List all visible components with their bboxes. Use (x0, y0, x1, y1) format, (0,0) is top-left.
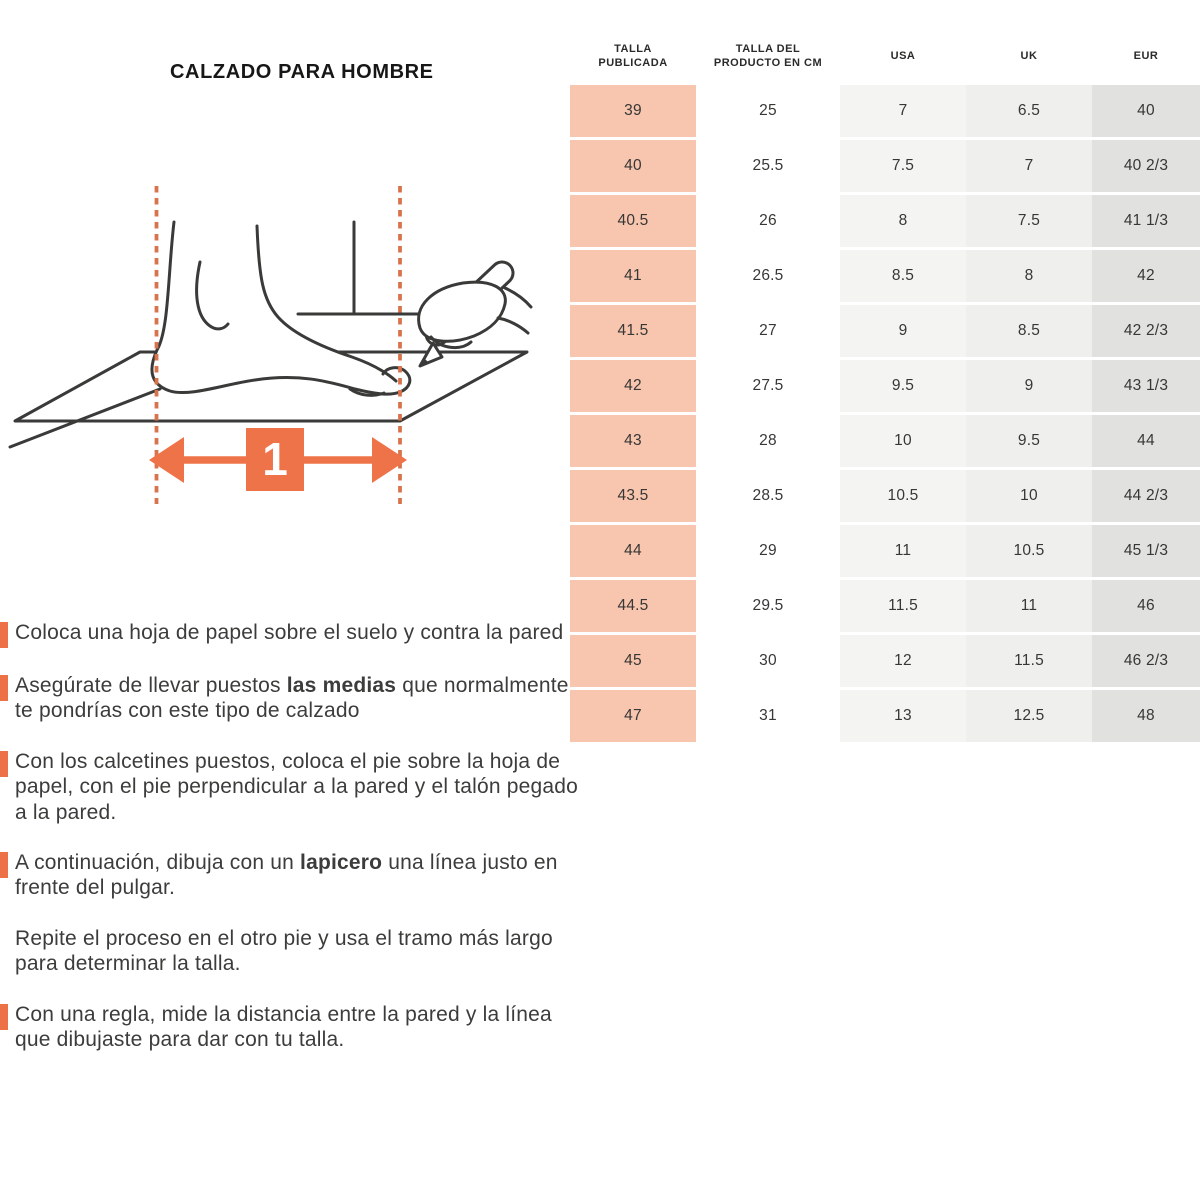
bullet-bar (0, 1004, 8, 1030)
instruction-text-bold: las medias (286, 674, 397, 697)
bullet-bar (0, 622, 8, 648)
size-cell: 45 (570, 635, 696, 687)
instruction-text-part: A continuación, dibuja con un (15, 851, 301, 875)
size-cell: 43 (570, 415, 696, 467)
bullet-bar (0, 675, 8, 701)
size-cell: 30 (696, 635, 840, 687)
arrowhead-left (149, 437, 184, 483)
size-cell: 40 (1092, 85, 1200, 137)
page-title: CALZADO PARA HOMBRE (170, 61, 434, 84)
size-cell: 45 1/3 (1092, 525, 1200, 577)
table-row (570, 140, 1200, 192)
instruction-text (15, 749, 592, 825)
wall-drawing (298, 222, 421, 314)
table-row (570, 690, 1200, 742)
instruction-text (15, 926, 592, 977)
size-cell: 41.5 (570, 305, 696, 357)
size-cell: 10.5 (966, 525, 1092, 577)
instruction-text-part: una línea justo en frente del pulgar. (15, 851, 558, 900)
instruction-item (0, 926, 592, 977)
instruction-text-part: Repite el proceso en el otro pie y usa el tramo más largo para determinar la talla. (15, 926, 553, 976)
size-cell: 25.5 (696, 140, 840, 192)
column-header-line: TALLA DEL (735, 43, 801, 55)
size-cell: 41 1/3 (1092, 195, 1200, 247)
size-cell: 26.5 (696, 250, 840, 302)
size-cell: 44.5 (570, 580, 696, 632)
table-row (570, 635, 1200, 687)
step-number: 1 (262, 433, 288, 485)
size-cell: 43 1/3 (1092, 360, 1200, 412)
column-header (570, 30, 696, 82)
size-conversion-table (570, 27, 1200, 745)
column-header-line: USA (890, 50, 916, 62)
instruction-text-part: Asegúrate de llevar puestos (15, 674, 287, 697)
instruction-text-part: Coloca una hoja de papel sobre el suelo y contra la pared (15, 621, 564, 644)
size-cell: 12.5 (966, 690, 1092, 742)
column-header-line: PUBLICADA (598, 57, 668, 69)
size-cell: 27 (696, 305, 840, 357)
size-cell: 46 (1092, 580, 1200, 632)
size-cell: 11.5 (966, 635, 1092, 687)
size-cell: 8.5 (966, 305, 1092, 357)
size-cell: 9.5 (840, 360, 966, 412)
foot-measurement-illustration (0, 180, 560, 520)
size-cell: 8 (966, 250, 1092, 302)
size-cell: 11 (840, 525, 966, 577)
size-cell: 11.5 (840, 580, 966, 632)
column-header (1092, 30, 1200, 82)
size-cell: 8.5 (840, 250, 966, 302)
size-cell: 31 (696, 690, 840, 742)
table-header-row (570, 30, 1200, 82)
size-table-body (570, 85, 1200, 742)
size-cell: 29 (696, 525, 840, 577)
size-cell: 6.5 (966, 85, 1092, 137)
instruction-item (0, 850, 592, 901)
size-cell: 9 (966, 360, 1092, 412)
size-cell: 26 (696, 195, 840, 247)
bullet-bar (0, 751, 8, 777)
instruction-item (0, 749, 592, 825)
size-cell: 25 (696, 85, 840, 137)
table-row (570, 360, 1200, 412)
bullet-bar (0, 852, 8, 878)
size-cell: 42 (570, 360, 696, 412)
column-header-line: TALLA (614, 43, 652, 55)
instruction-text-bold: lapicero (300, 851, 383, 875)
size-cell: 42 (1092, 250, 1200, 302)
table-row (570, 305, 1200, 357)
column-header-line: PRODUCTO EN CM (713, 57, 823, 69)
instruction-text (15, 850, 592, 901)
size-cell: 43.5 (570, 470, 696, 522)
foot-drawing (152, 222, 410, 395)
size-cell: 13 (840, 690, 966, 742)
size-cell: 10.5 (840, 470, 966, 522)
table-row (570, 85, 1200, 137)
instruction-text-part: Con una regla, mide la distancia entre la pared y la línea que dibujaste para dar con tu talla. (15, 1002, 552, 1052)
size-cell: 46 2/3 (1092, 635, 1200, 687)
size-cell: 44 (570, 525, 696, 577)
table-row (570, 250, 1200, 302)
table-row (570, 195, 1200, 247)
size-cell: 29.5 (696, 580, 840, 632)
instruction-item (0, 673, 592, 724)
size-cell: 27.5 (696, 360, 840, 412)
column-header-line: EUR (1133, 50, 1159, 62)
column-header (696, 30, 840, 82)
size-cell: 28 (696, 415, 840, 467)
instruction-text (15, 620, 563, 648)
table-row (570, 580, 1200, 632)
instructions-list (0, 620, 592, 1077)
size-cell: 7 (840, 85, 966, 137)
size-cell: 7 (966, 140, 1092, 192)
size-cell: 10 (966, 470, 1092, 522)
size-cell: 11 (966, 580, 1092, 632)
size-cell: 7.5 (840, 140, 966, 192)
column-header-line: UK (1020, 50, 1038, 62)
size-cell: 40.5 (570, 195, 696, 247)
size-cell: 28.5 (696, 470, 840, 522)
column-header (840, 30, 966, 82)
size-cell: 8 (840, 195, 966, 247)
table-row (570, 470, 1200, 522)
size-cell: 42 2/3 (1092, 305, 1200, 357)
instruction-text-part: que normalmente te pondrías con este tipo de calzado (15, 674, 569, 723)
column-header (966, 30, 1092, 82)
instruction-text (15, 673, 592, 724)
size-cell: 10 (840, 415, 966, 467)
size-cell: 9.5 (966, 415, 1092, 467)
size-cell: 9 (840, 305, 966, 357)
size-cell: 44 (1092, 415, 1200, 467)
instruction-text (15, 1002, 592, 1053)
size-cell: 12 (840, 635, 966, 687)
instruction-text-part: Con los calcetines puestos, coloca el pie sobre la hoja de papel, con el pie perpendicular a la pared y el talón pegado a la pared. (15, 749, 579, 824)
instruction-item (0, 1002, 592, 1053)
size-cell: 40 (570, 140, 696, 192)
size-cell: 39 (570, 85, 696, 137)
length-arrow (149, 428, 407, 491)
size-cell: 41 (570, 250, 696, 302)
size-cell: 7.5 (966, 195, 1092, 247)
size-cell: 44 2/3 (1092, 470, 1200, 522)
table-row (570, 525, 1200, 577)
size-cell: 40 2/3 (1092, 140, 1200, 192)
size-cell: 47 (570, 690, 696, 742)
table-row (570, 415, 1200, 467)
instruction-item (0, 620, 592, 648)
size-cell: 48 (1092, 690, 1200, 742)
